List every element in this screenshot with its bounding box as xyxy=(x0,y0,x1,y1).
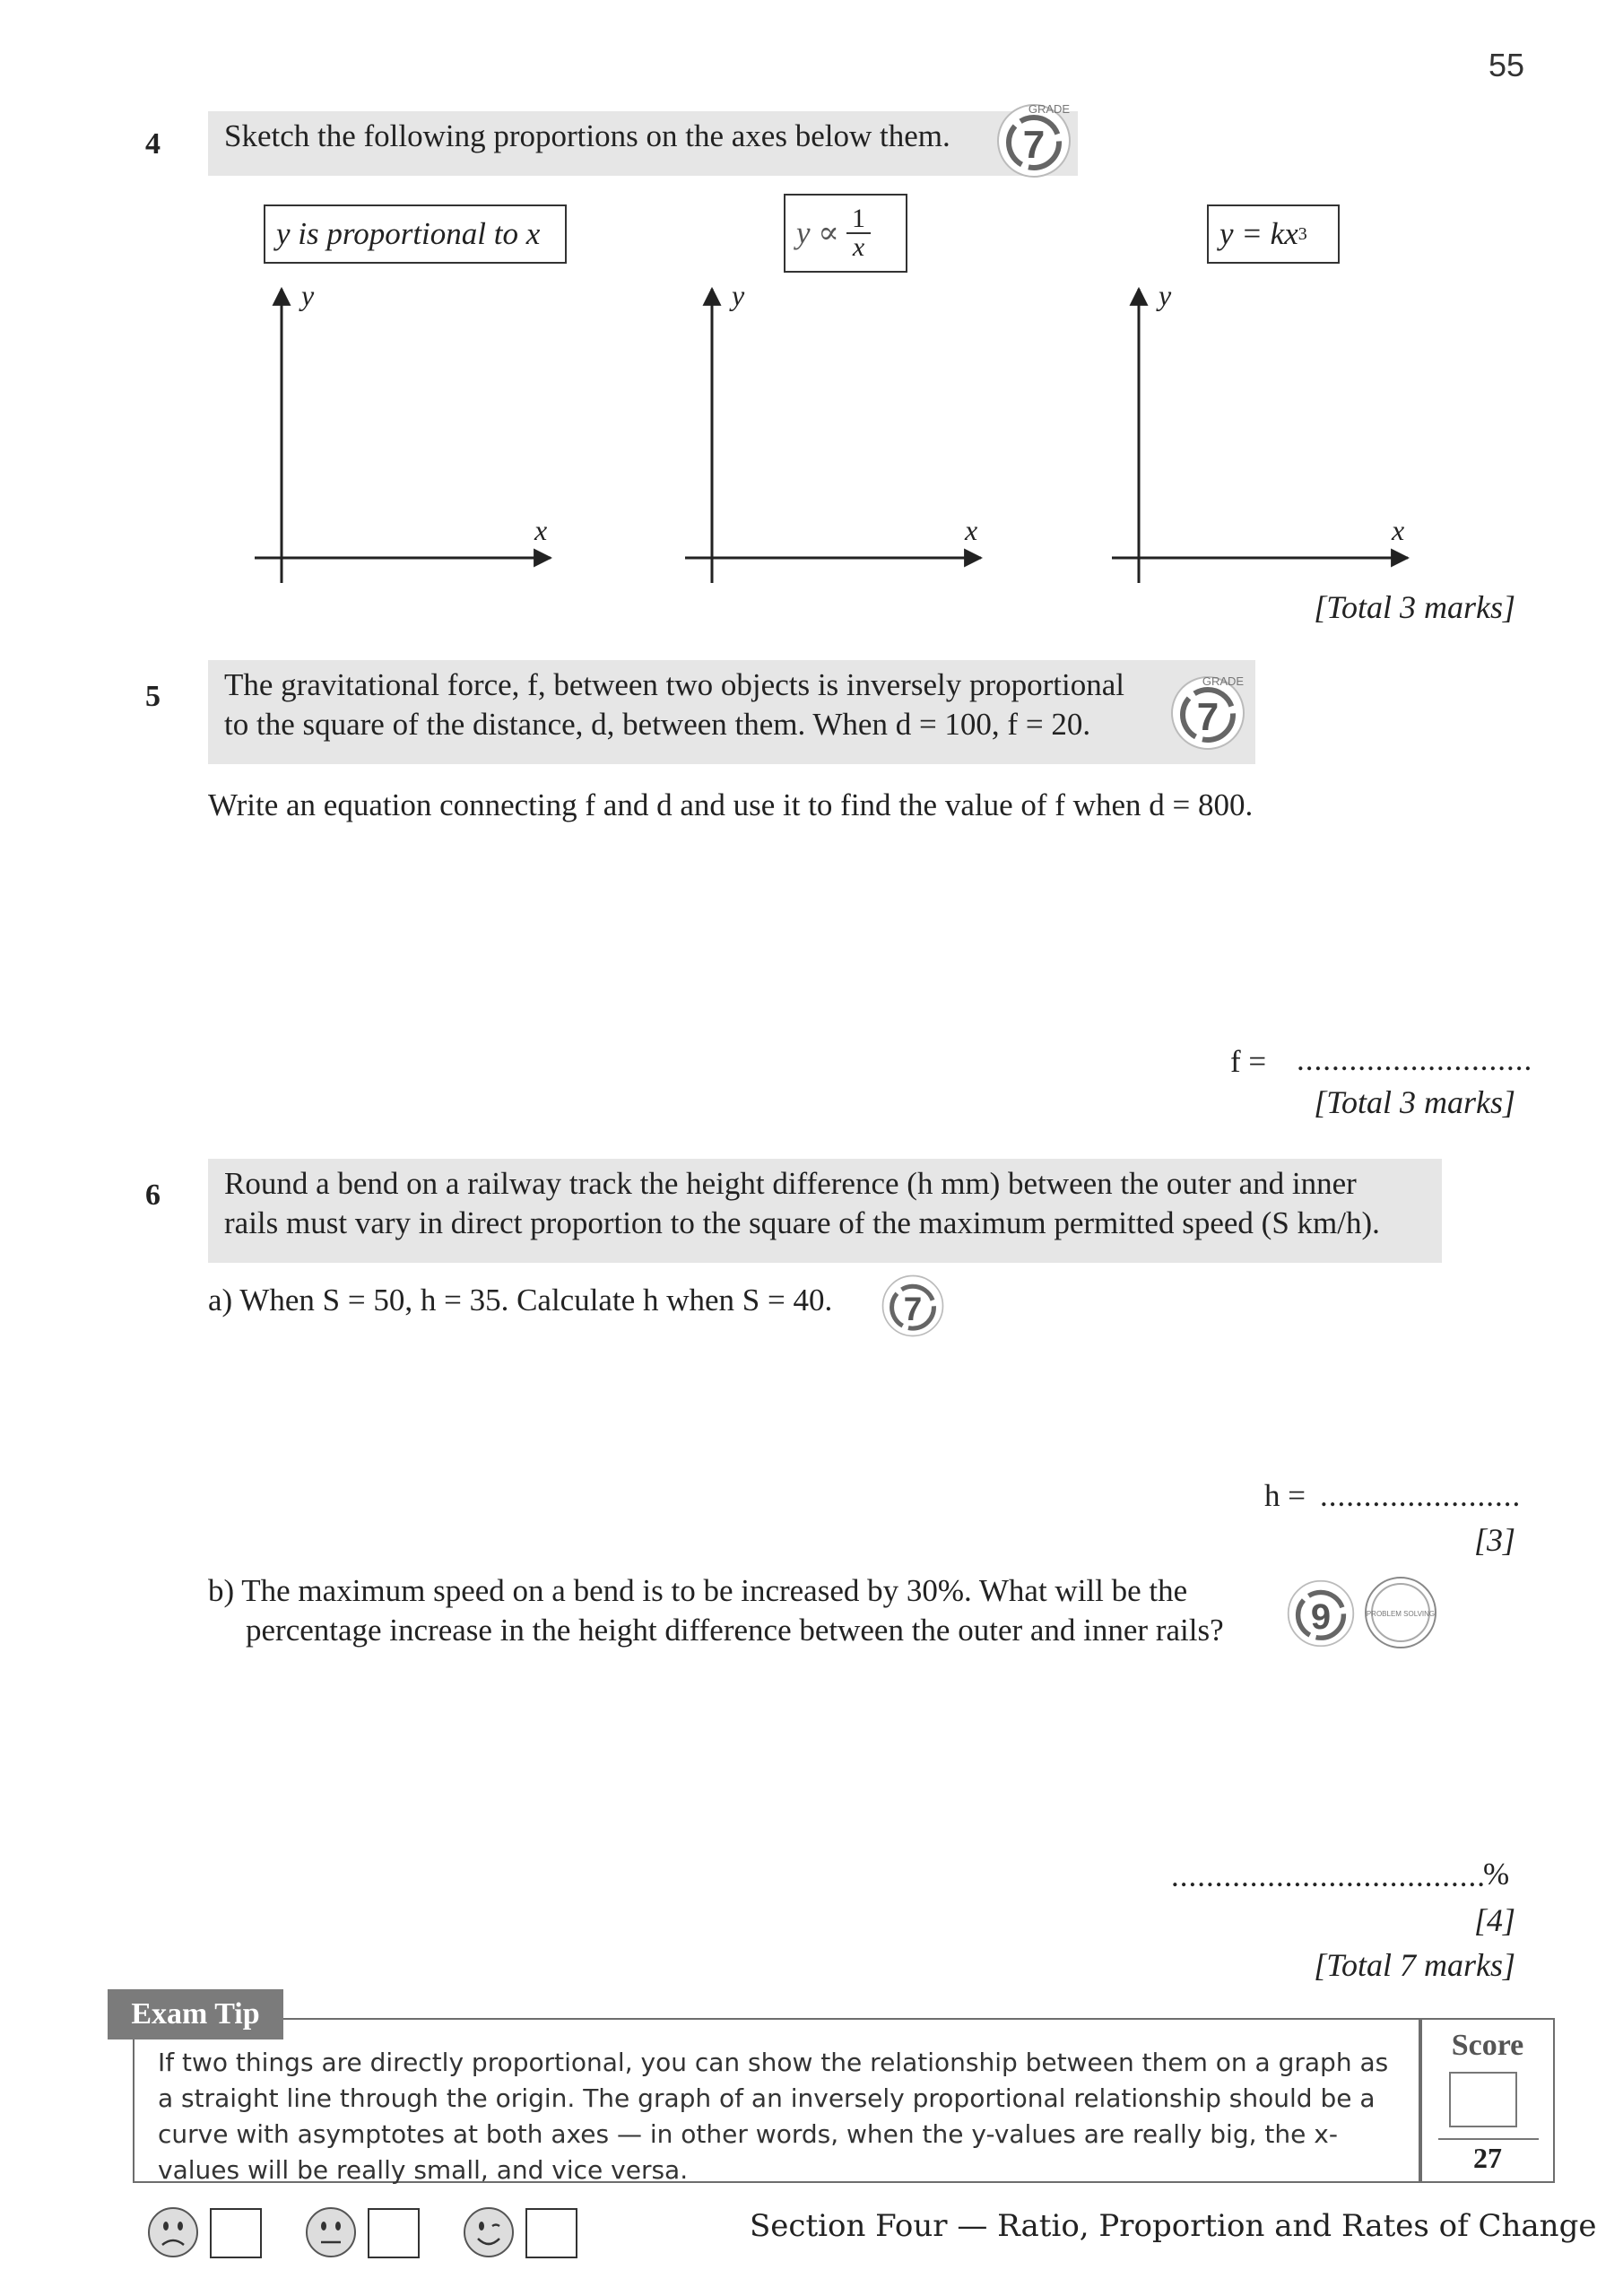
graph-3-label: y = kx 3 xyxy=(1207,204,1340,264)
question-5-number: 5 xyxy=(145,680,161,713)
question-6-prompt: Round a bend on a railway track the height difference (h mm) between the outer and inner rails must vary in direct proportion to the square of the maximum permitted speed (S km/h). xyxy=(208,1159,1442,1263)
q4-axes-area xyxy=(242,278,1515,592)
q6b-marks: [4] xyxy=(1473,1902,1515,1938)
sad-checkbox[interactable] xyxy=(210,2208,262,2258)
problem-solving-badge-icon xyxy=(1363,1575,1438,1650)
happy-face-icon xyxy=(463,2206,515,2258)
grade-7-badge-icon xyxy=(1169,674,1246,752)
exam-tip-title: Exam Tip xyxy=(108,1989,283,2039)
grade-7-badge-word: GRADE xyxy=(1028,102,1071,116)
graph-1-label: y is proportional to x xyxy=(264,204,567,264)
grade-7-badge-number: 7 xyxy=(1196,695,1219,739)
score-input-box[interactable] xyxy=(1449,2072,1517,2127)
question-5-prompt: The gravitational force, f, between two objects is inversely proportional to the square of the distance, d, between them. When d = 100, f = 20. xyxy=(208,660,1255,764)
question-6b-line1: b) The maximum speed on a bend is to be increased by 30%. What will be the xyxy=(208,1573,1188,1608)
question-4-number: 4 xyxy=(145,127,161,161)
q6a-answer-label: h = xyxy=(1264,1478,1306,1513)
grade-7-badge-number: 7 xyxy=(1022,123,1046,167)
q5-answer-field[interactable]: ........................... xyxy=(1297,1042,1533,1077)
question-6-number: 6 xyxy=(145,1178,161,1212)
graph-2-x-label: x xyxy=(965,514,978,546)
graph-1-y-label: y xyxy=(301,279,315,311)
grade-7-badge-icon xyxy=(881,1274,945,1338)
graph-2-label: y ∝ 1 x xyxy=(784,194,907,273)
graph-1-axes[interactable] xyxy=(255,289,551,583)
neutral-checkbox[interactable] xyxy=(368,2208,420,2258)
question-4-prompt: Sketch the following proportions on the axes below them. xyxy=(208,111,1078,176)
q6b-answer-unit: % xyxy=(1483,1857,1510,1892)
q6a-answer-field[interactable]: ....................... xyxy=(1320,1478,1522,1513)
grade-7-badge-word: GRADE xyxy=(1202,674,1245,688)
graph-3-y-label: y xyxy=(1159,279,1172,311)
sad-face-icon xyxy=(147,2206,199,2258)
grade-9-badge-icon xyxy=(1286,1578,1356,1648)
q5-total-marks: [Total 3 marks] xyxy=(1314,1084,1515,1120)
graph-3-x-label: x xyxy=(1392,514,1405,546)
question-6b-line2: percentage increase in the height difference between the outer and inner rails? xyxy=(246,1613,1224,1648)
grade-9-badge-number: 9 xyxy=(1310,1597,1332,1638)
q6b-answer-field[interactable]: .................................... xyxy=(1171,1858,1486,1893)
grade-7-badge-number: 7 xyxy=(903,1290,923,1327)
q5-answer-label: f = xyxy=(1230,1044,1267,1079)
neutral-face-icon xyxy=(305,2206,357,2258)
footer-section-title: Section Four — Ratio, Proportion and Rates of Change xyxy=(750,2208,1597,2244)
fraction-one-over-x: 1 x xyxy=(846,205,871,261)
q6-total-marks: [Total 7 marks] xyxy=(1314,1947,1515,1983)
graph-1-x-label: x xyxy=(534,514,548,546)
score-label: Score xyxy=(1451,2029,1524,2062)
score-total: 27 xyxy=(1473,2142,1502,2174)
happy-checkbox[interactable] xyxy=(525,2208,577,2258)
exam-tip-text: If two things are directly proportional, you can show the relationship between them on a graph as a straight line through the origin. The graph of an inversely proportional relationship should be a curve with asymptotes at both axes — in other words, when the y-values are really big, the x-values will be really small, and vice versa. xyxy=(158,2048,1389,2185)
question-6a-text: a) When S = 50, h = 35. Calculate h when S = 40. xyxy=(208,1283,833,1318)
q6a-marks: [3] xyxy=(1473,1522,1515,1558)
question-5-instruction: Write an equation connecting f and d and use it to find the value of f when d = 800. xyxy=(208,787,1254,822)
grade-7-badge-icon xyxy=(995,102,1072,179)
graph-2-axes[interactable] xyxy=(685,289,981,583)
page-number: 55 xyxy=(1488,47,1525,83)
graph-3-axes[interactable] xyxy=(1112,289,1408,583)
score-divider xyxy=(1438,2138,1539,2140)
graph-2-y-label: y xyxy=(732,279,745,311)
q4-total-marks: [Total 3 marks] xyxy=(1314,589,1515,625)
problem-solving-label: PROBLEM SOLVING xyxy=(1366,1610,1436,1618)
